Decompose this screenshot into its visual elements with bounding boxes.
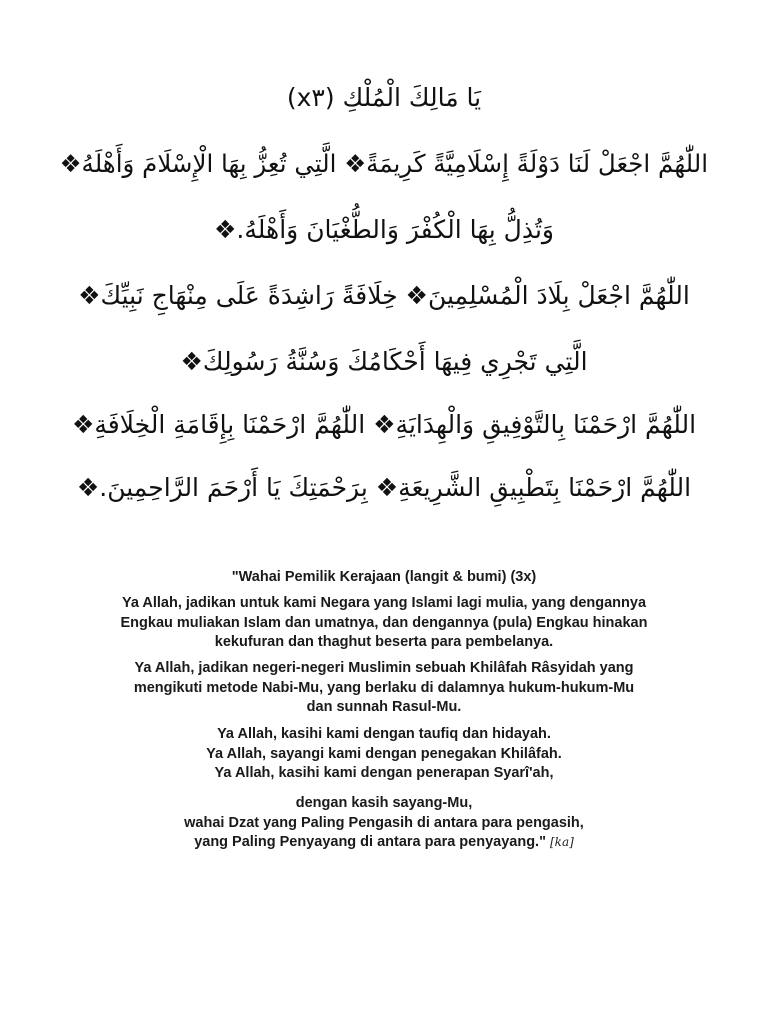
arabic-heading: يَا مَالِكَ الْمُلْكِ (x٣) <box>286 83 482 112</box>
arabic-line: الَّتِي تَجْرِي فِيهَا أَحْكَامُكَ وَسُنَّةُ رَسُولِكَ❖ <box>180 347 588 376</box>
translation-line: wahai Dzat yang Paling Pengasih di antara para pengasih, <box>184 814 584 831</box>
author-tag: [ka] <box>550 835 574 849</box>
translation-line: "Wahai Pemilik Kerajaan (langit & bumi) (3x) <box>231 569 537 585</box>
translation-paragraph <box>60 725 708 784</box>
translation-line-final <box>60 833 708 853</box>
translation-line: Engkau muliakan Islam dan umatnya, dan dengannya (pula) Engkau hinakan <box>120 614 648 631</box>
translation-line: Ya Allah, kasihi kami dengan penerapan Syarî'ah, <box>214 765 554 781</box>
translation-line: mengikuti metode Nabi-Mu, yang berlaku di dalamnya hukum-hukum-Mu <box>133 679 635 696</box>
translation-line: Ya Allah, kasihi kami dengan taufiq dan hidayah. <box>217 726 551 742</box>
arabic-line: اللّٰهُمَّ اجْعَلْ بِلَادَ الْمُسْلِمِينَ❖ خِلَافَةً رَاشِدَةً عَلَى مِنْهَاجِ نَبِيِّكَ❖ <box>78 281 690 310</box>
arabic-line: وَتُذِلُّ بِهَا الْكُفْرَ وَالطُّغْيَانَ وَأَهْلَهُ.❖ <box>214 215 554 244</box>
translation-title <box>60 568 708 588</box>
translation-paragraph <box>60 794 708 853</box>
translation-line: Ya Allah, sayangi kami dengan penegakan Khilâfah. <box>206 745 562 762</box>
translation-line: kekufuran dan thaghut beserta para pembelanya. <box>214 634 554 650</box>
translation-paragraph <box>60 594 708 653</box>
arabic-line: اللّٰهُمَّ ارْحَمْنَا بِتَطْبِيقِ الشَّرِيعَةِ❖ بِرَحْمَتِكَ يَا أَرْحَمَ الرَّاحِمِينَ.❖ <box>76 473 692 502</box>
translation-paragraph <box>60 659 708 718</box>
translation-line: dan sunnah Rasul-Mu. <box>306 699 462 715</box>
translation-line: dengan kasih sayang-Mu, <box>295 795 473 811</box>
arabic-line: اللّٰهُمَّ اجْعَلْ لَنَا دَوْلَةً إِسْلَامِيَّةً كَرِيمَةً❖ الَّتِي تُعِزُّ بِهَا الْإِسْلَامَ وَأَهْلَهُ❖ <box>59 149 708 178</box>
translation-line-text: yang Paling Penyayang di antara para penyayang." <box>194 834 546 850</box>
translation-line: Ya Allah, jadikan negeri-negeri Muslimin sebuah Khilâfah Râsyidah yang <box>134 660 634 676</box>
translation-line: Ya Allah, jadikan untuk kami Negara yang Islami lagi mulia, yang dengannya <box>121 595 647 611</box>
arabic-line: اللّٰهُمَّ ارْحَمْنَا بِالتَّوْفِيقِ وَالْهِدَايَةِ❖ اللّٰهُمَّ ارْحَمْنَا بِإِقَامَةِ الْخِلَافَةِ❖ <box>71 410 697 439</box>
